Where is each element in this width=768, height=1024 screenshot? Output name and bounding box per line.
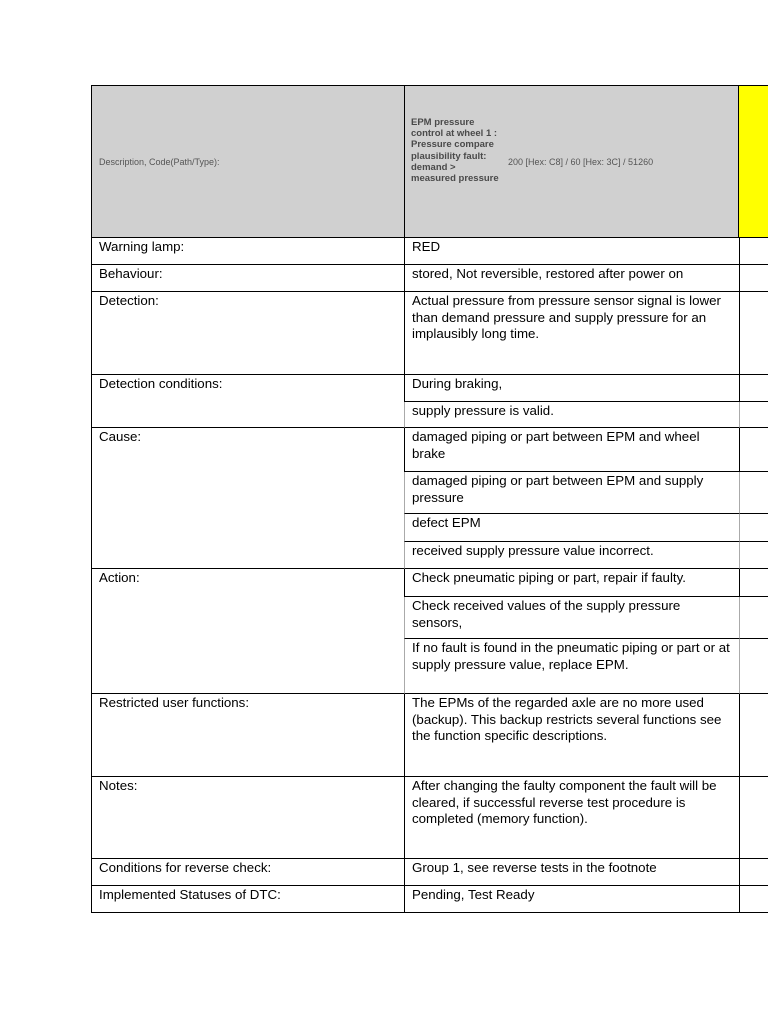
row-label-implemented-statuses: Implemented Statuses of DTC:	[91, 886, 404, 913]
header-description-cell	[91, 85, 404, 238]
row-extra-cell	[739, 265, 768, 292]
row-extra-cell	[739, 238, 768, 265]
row-value-action-2: Check received values of the supply pressure sensors,	[404, 597, 739, 639]
row-value-action-3: If no fault is found in the pneumatic piping or part or at supply pressure value, replace EPM.	[404, 639, 739, 694]
row-label-detection: Detection:	[91, 292, 404, 375]
row-extra-cell	[739, 428, 768, 472]
row-extra-cell	[739, 542, 768, 569]
row-label-notes: Notes:	[91, 777, 404, 859]
row-extra-cell	[739, 292, 768, 375]
fault-code: 200 [Hex: C8] / 60 [Hex: 3C] / 51260	[508, 157, 654, 167]
row-extra-cell	[739, 569, 768, 597]
row-label-cause: Cause:	[91, 428, 404, 569]
row-label-warning-lamp: Warning lamp:	[91, 238, 404, 265]
row-label-behaviour: Behaviour:	[91, 265, 404, 292]
row-label-restricted-user-functions: Restricted user functions:	[91, 694, 404, 777]
row-label-detection-conditions: Detection conditions:	[91, 375, 404, 428]
row-value-implemented-statuses: Pending, Test Ready	[404, 886, 739, 913]
row-extra-cell	[739, 402, 768, 428]
row-value-warning-lamp: RED	[404, 238, 739, 265]
row-label-conditions-reverse-check: Conditions for reverse check:	[91, 859, 404, 886]
row-extra-cell	[739, 375, 768, 402]
row-value-notes: After changing the faulty component the fault will be cleared, if successful reverse test procedure is completed (memory function).	[404, 777, 739, 859]
row-extra-cell	[739, 639, 768, 694]
row-value-conditions-reverse-check: Group 1, see reverse tests in the footnote	[404, 859, 739, 886]
row-extra-cell	[739, 886, 768, 913]
row-value-cause-4: received supply pressure value incorrect.	[404, 542, 739, 569]
row-value-restricted-user-functions: The EPMs of the regarded axle are no more used (backup). This backup restricts several functions see the function specific descriptions.	[404, 694, 739, 777]
row-value-behaviour: stored, Not reversible, restored after power on	[404, 265, 739, 292]
row-value-action-1: Check pneumatic piping or part, repair if faulty.	[404, 569, 739, 597]
header-fault-cell	[404, 85, 739, 238]
row-extra-cell	[739, 859, 768, 886]
description-label: Description, Code(Path/Type):	[99, 157, 220, 167]
row-extra-cell	[739, 472, 768, 514]
row-extra-cell	[739, 514, 768, 542]
row-value-cause-3: defect EPM	[404, 514, 739, 542]
row-value-cause-1: damaged piping or part between EPM and wheel brake	[404, 428, 739, 472]
row-extra-cell	[739, 777, 768, 859]
row-value-detection: Actual pressure from pressure sensor signal is lower than demand pressure and supply pressure for an implausibly long time.	[404, 292, 739, 375]
row-extra-cell	[739, 597, 768, 639]
row-label-action: Action:	[91, 569, 404, 694]
fault-name: EPM pressure control at wheel 1 : Pressure compare plausibility fault: demand > measured pressure	[411, 117, 499, 185]
row-value-cause-2: damaged piping or part between EPM and supply pressure	[404, 472, 739, 514]
row-value-detection-conditions-2: supply pressure is valid.	[404, 402, 739, 428]
row-extra-cell	[739, 694, 768, 777]
header-status-highlight	[739, 85, 768, 238]
row-value-detection-conditions-1: During braking,	[404, 375, 739, 402]
